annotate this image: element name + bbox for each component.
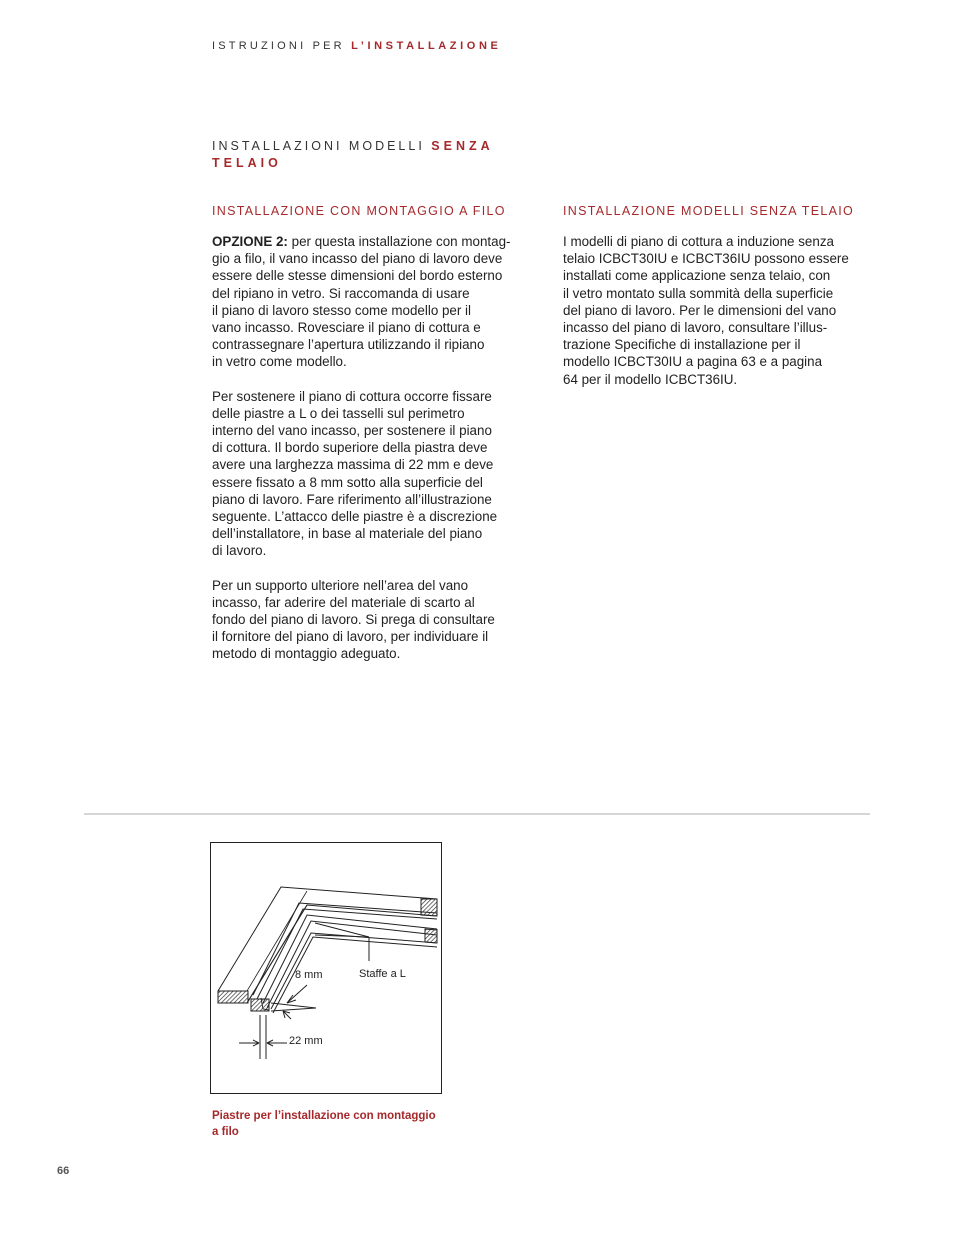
figure-caption (212, 1108, 472, 1140)
section-title-prefix: INSTALLAZIONI MODELLI (212, 139, 425, 153)
text-line: trazione Specifiche di installazione per il (563, 337, 801, 353)
text-line: fondo del piano di lavoro. Si prega di consultare (212, 612, 495, 628)
text-line: essere delle stesse dimensioni del bordo esterno (212, 268, 503, 284)
text-line: metodo di montaggio adeguato. (212, 646, 401, 662)
text-line: installati come applicazione senza telaio, con (563, 268, 831, 284)
section-title (212, 138, 502, 172)
text-line: il piano di lavoro stesso come modello per il (212, 302, 472, 318)
text-line: di lavoro. (212, 543, 267, 559)
text-line: telaio ICBCT30IU e ICBCT36IU possono essere (563, 251, 849, 267)
label-22mm: 22 mm (289, 1035, 323, 1047)
text-line: del ripiano in vetro. Si raccomanda di usare (212, 285, 470, 301)
text-line: contrassegnare l’apertura utilizzando il ripiano (212, 337, 485, 353)
right-column-heading: INSTALLAZIONE MODELLI SENZA TELAIO (563, 204, 855, 218)
text-line: modello ICBCT30IU a pagina 63 e a pagina (563, 354, 823, 370)
label-8mm: 8 mm (295, 969, 323, 981)
text-line: essere fissato a 8 mm sotto alla superficie del (212, 474, 483, 490)
running-header-prefix: ISTRUZIONI PER (212, 40, 345, 52)
text-line: di cottura. Il bordo superiore della piastra deve (212, 440, 488, 456)
text-line: delle piastre a L o dei tasselli sul perimetro (212, 405, 465, 421)
text-line: il fornitore del piano di lavoro, per individuare il (212, 629, 489, 645)
text-line: Per un supporto ulteriore nell’area del vano (212, 577, 469, 593)
page-number: 66 (57, 1165, 70, 1177)
paragraph-first-line (212, 233, 542, 250)
text-line: del piano di lavoro. Per le dimensioni del vano (563, 302, 837, 318)
installation-diagram (210, 842, 442, 1094)
text-line: Per sostenere il piano di cottura occorre fissare (212, 388, 492, 404)
l-bracket-drawing (211, 843, 443, 1095)
text-line: incasso, far aderire del materiale di scarto al (212, 594, 475, 610)
text-line: gio a filo, il vano incasso del piano di lavoro deve (212, 251, 503, 267)
text-line: dell’installatore, in base al materiale del piano (212, 526, 483, 542)
paragraph-frameless-install (563, 233, 883, 388)
paragraph-additional-support (212, 577, 542, 663)
right-column-body (563, 233, 883, 405)
text-line: interno del vano incasso, per sostenere il piano (212, 423, 492, 439)
running-header (212, 40, 501, 52)
text-line: I modelli di piano di cottura a induzione senza (563, 234, 834, 249)
text-line: piano di lavoro. Fare riferimento all’illustrazione (212, 491, 492, 507)
caption-line-2: a filo (212, 1126, 239, 1138)
text-line: 64 per il modello ICBCT36IU. (563, 371, 738, 387)
option-label: OPZIONE 2: (212, 234, 288, 249)
text-line: il vetro montato sulla sommità della superficie (563, 285, 834, 301)
left-column-body (212, 233, 542, 680)
horizontal-divider (84, 813, 870, 815)
text-line: avere una larghezza massima di 22 mm e deve (212, 457, 494, 473)
paragraph-support-plates (212, 388, 542, 560)
section-title-highlight-2: TELAIO (212, 156, 282, 170)
paragraph-option-2 (212, 233, 542, 371)
left-column-heading: INSTALLAZIONE CON MONTAGGIO A FILO (212, 204, 506, 218)
text-line: incasso del piano di lavoro, consultare l’illus- (563, 320, 828, 336)
option-first-text: per questa installazione con montag- (287, 234, 511, 249)
running-header-highlight: L’INSTALLAZIONE (351, 40, 502, 52)
caption-line-1: Piastre per l’installazione con montaggio (212, 1110, 436, 1122)
label-staffe-a-l: Staffe a L (359, 968, 406, 980)
text-line: vano incasso. Rovesciare il piano di cottura e (212, 320, 481, 336)
text-line: in vetro come modello. (212, 354, 347, 370)
text-line: seguente. L’attacco delle piastre è a discrezione (212, 509, 498, 525)
section-title-highlight-1: SENZA (431, 139, 494, 153)
